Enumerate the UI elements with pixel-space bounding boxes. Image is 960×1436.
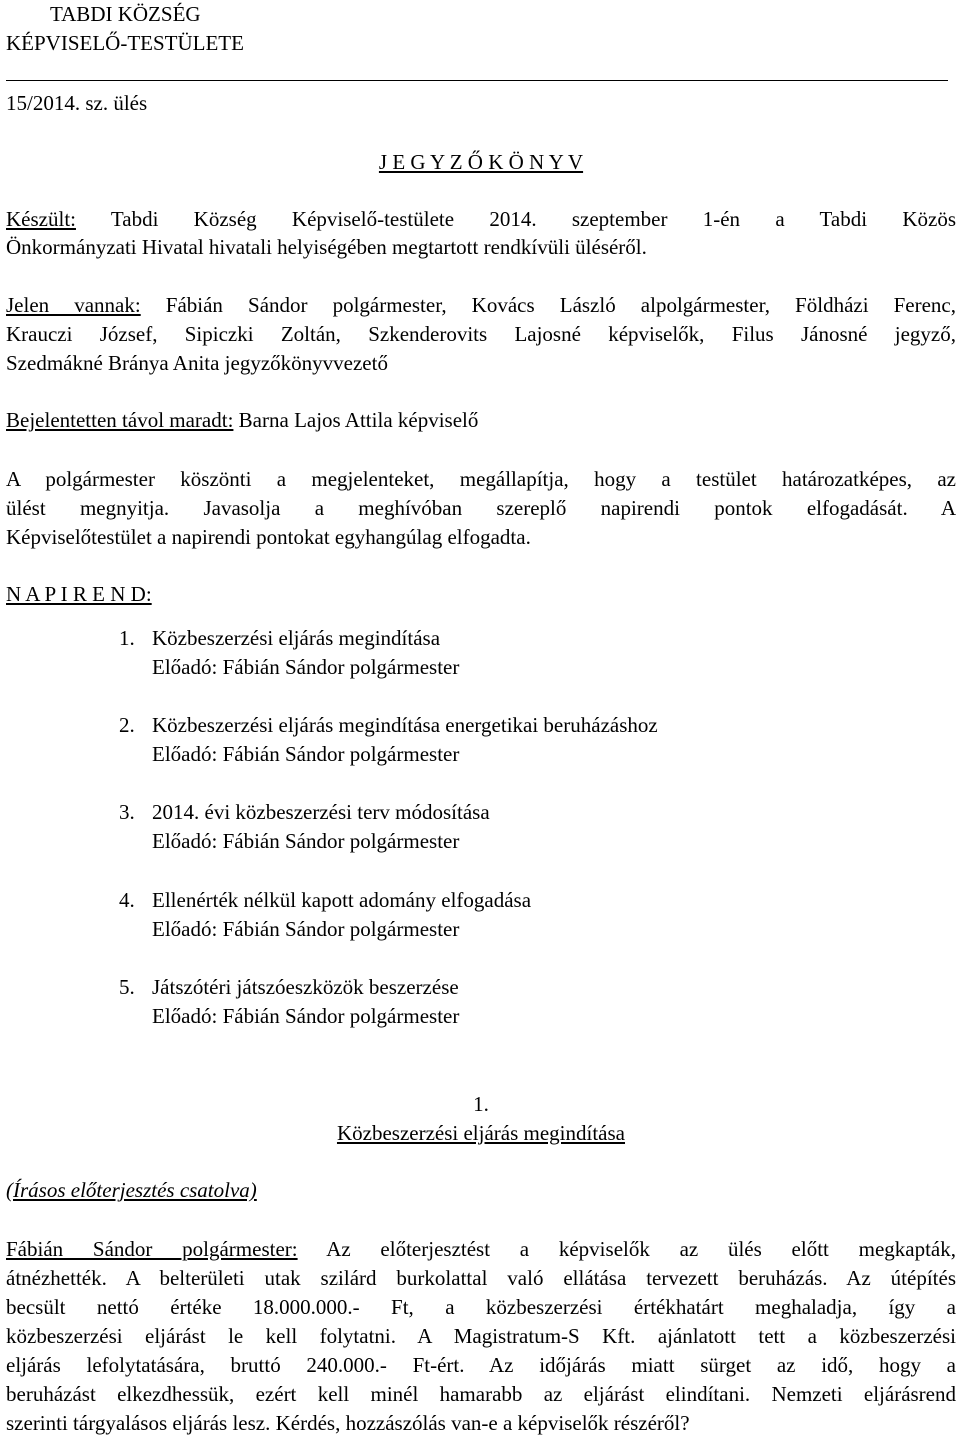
- session-number: 15/2014. sz. ülés: [6, 91, 148, 115]
- agenda-item-5-number: 5.: [119, 975, 135, 999]
- speech-line3: becsült nettó értéke 18.000.000.- Ft, a közbeszerzési értékhatárt meghaladja, így a: [6, 1295, 956, 1319]
- agenda-item-1-number: 1.: [119, 626, 135, 650]
- present-label: Jelen vannak:: [6, 293, 141, 317]
- present-text1: Fábián Sándor polgármester, Kovács László alpolgármester, Földházi Ferenc,: [165, 293, 957, 317]
- org-name-line1: TABDI KÖZSÉG: [50, 2, 201, 26]
- agenda-item-3-title: 2014. évi közbeszerzési terv módosítása: [152, 800, 490, 824]
- absent-text: Barna Lajos Attila képviselő: [238, 408, 479, 432]
- speech-line2: átnézhették. A belterületi utak szilárd burkolattal való ellátása tervezett beruházás. Az útépítés: [6, 1266, 956, 1290]
- agenda-item-1-presenter: Előadó: Fábián Sándor polgármester: [152, 655, 460, 679]
- agenda-item-1-title: Közbeszerzési eljárás megindítása: [152, 626, 441, 650]
- section-title: Közbeszerzési eljárás megindítása: [336, 1121, 626, 1145]
- agenda-item-4-title: Ellenérték nélkül kapott adomány elfogadása: [152, 888, 532, 912]
- speech-line6: beruházást elkezdhessük, ezért kell minél hamarabb az eljárást elindítani. Nemzeti eljárásrend: [6, 1382, 956, 1406]
- speaker-label: Fábián Sándor polgármester:: [6, 1237, 298, 1261]
- section-number: 1.: [473, 1092, 489, 1116]
- made-label: Készült:: [6, 207, 76, 231]
- made-line2: Önkormányzati Hivatal hivatali helyiségében megtartott rendkívüli üléséről.: [6, 235, 647, 259]
- speech-line7: szerinti tárgyalásos eljárás lesz. Kérdés, hozzászólás van-e a képviselők részéről?: [6, 1411, 690, 1435]
- agenda-item-4-number: 4.: [119, 888, 135, 912]
- agenda-item-2-title: Közbeszerzési eljárás megindítása energetikai beruházáshoz: [152, 713, 658, 737]
- absent-label: Bejelentetten távol maradt:: [6, 408, 234, 432]
- agenda-item-3-number: 3.: [119, 800, 135, 824]
- agenda-item-2-presenter: Előadó: Fábián Sándor polgármester: [152, 742, 460, 766]
- speech-line5: eljárás lefolytatására, bruttó 240.000.- Ft-ért. Az időjárás miatt sürget az idő, hogy a: [6, 1353, 956, 1377]
- agenda-heading: N A P I R E N D:: [6, 582, 152, 606]
- speech-line4: közbeszerzési eljárást le kell folytatni. A Magistratum-S Kft. ajánlatott tett a közbeszerzési: [6, 1324, 956, 1348]
- opening-line1: A polgármester köszönti a megjelenteket, megállapítja, hogy a testület határozatképes, az: [6, 467, 956, 491]
- present-line2: Krauczi József, Sipiczki Zoltán, Szkenderovits Lajosné képviselők, Filus Jánosné jegyző,: [6, 322, 956, 346]
- agenda-item-4-presenter: Előadó: Fábián Sándor polgármester: [152, 917, 460, 941]
- made-text1: Tabdi Község Képviselő-testülete 2014. szeptember 1-én a Tabdi Közös: [110, 207, 956, 231]
- speech-text1: Az előterjesztést a képviselők az ülés előtt megkapták,: [326, 1237, 956, 1261]
- agenda-item-5-presenter: Előadó: Fábián Sándor polgármester: [152, 1004, 460, 1028]
- present-line3: Szedmákné Bránya Anita jegyzőkönyvvezető: [6, 351, 388, 375]
- made-line1: [6, 209, 956, 230]
- org-name-line2: KÉPVISELŐ-TESTÜLETE: [6, 31, 244, 55]
- agenda-item-2-number: 2.: [119, 713, 135, 737]
- header-divider: [6, 80, 948, 81]
- agenda-item-5-title: Játszótéri játszóeszközök beszerzése: [152, 975, 459, 999]
- attachment-note: (Írásos előterjesztés csatolva): [6, 1178, 257, 1202]
- opening-line3: Képviselőtestület a napirendi pontokat egyhangúlag elfogadta.: [6, 525, 531, 549]
- document-title: J E G Y Z Ő K Ö N Y V: [378, 150, 584, 174]
- agenda-item-3-presenter: Előadó: Fábián Sándor polgármester: [152, 829, 460, 853]
- opening-line2: ülést megnyitja. Javasolja a meghívóban szereplő napirendi pontok elfogadását. A: [6, 496, 956, 520]
- speech-line1: [6, 1239, 956, 1260]
- absent-line: [6, 410, 478, 431]
- present-line1: [6, 295, 956, 316]
